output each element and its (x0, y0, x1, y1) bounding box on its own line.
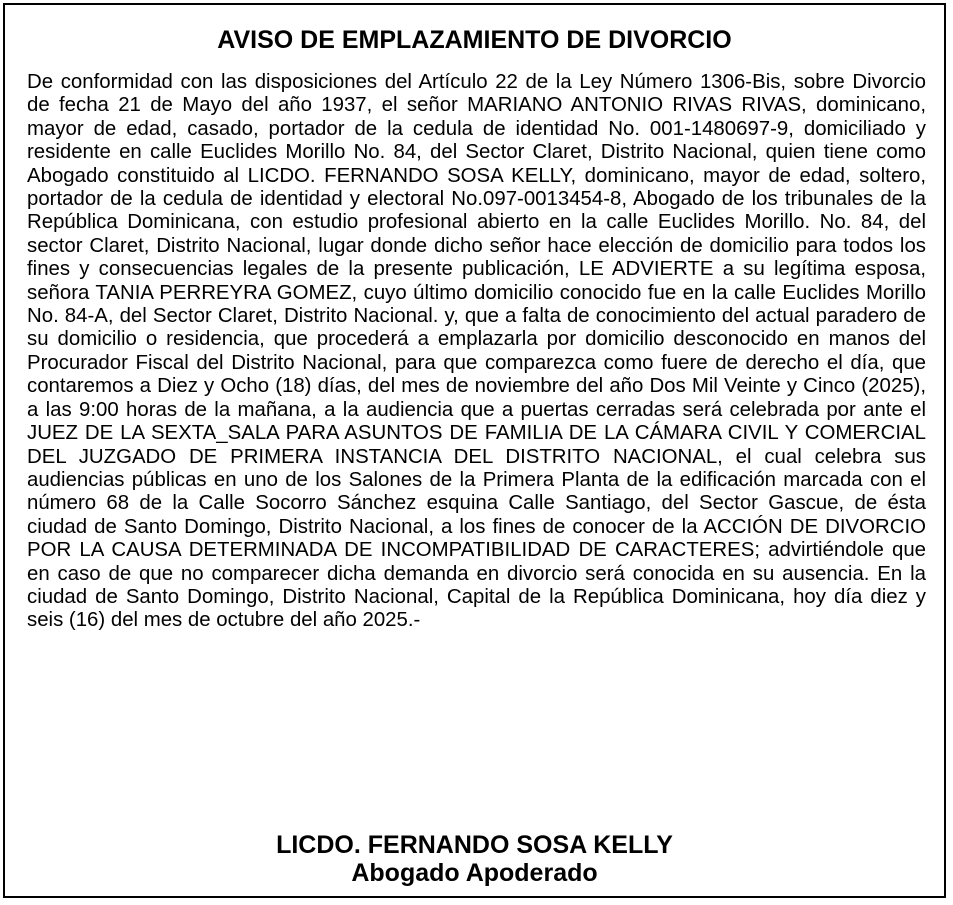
signature-role: Abogado Apoderado (351, 859, 598, 887)
legal-notice (3, 3, 946, 898)
notice-body: De conformidad con las disposiciones del Artículo 22 de la Ley Número 1306-Bis, sobre Divorcio de fecha 21 de Mayo del año 1937, el señor MARIANO ANTONIO RIVAS RIVAS, dominicano, mayor de edad, casado, portador de la cedula de identidad No. 001-1480697-9, domiciliado y residente en calle Euclides Morillo No. 84, del Sector Claret, Distrito Nacional, quien tiene como Abogado constituido al LICDO. FERNANDO SOSA KELLY, dominicano, mayor de edad, soltero, portador de la cedula de identidad y electoral No.097-0013454-8, Abogado de los tribunales de la República Dominicana, con estudio profesional abierto en la calle Euclides Morillo. No. 84, del sector Claret, Distrito Nacional, lugar donde dicho señor hace elección de domicilio para todos los fines y consecuencias legales de la presente publicación, LE ADVIERTE a su legítima esposa, señora TANIA PERREYRA GOMEZ, cuyo último domicilio conocido fue en la calle Euclides Morillo No. 84-A, del Sector Claret, Distrito Nacional. y, que a falta de conocimiento del actual paradero de su domicilio o residencia, que procederá a emplazarla por domicilio desconocido en manos del Procurador Fiscal del Distrito Nacional, para que comparezca como fuere de derecho el día, que contaremos a Diez y Ocho (18) días, del mes de noviembre del año Dos Mil Veinte y Cinco (2025), a las 9:00 horas de la mañana, a la audiencia que a puertas cerradas será celebrada por ante el JUEZ DE LA SEXTA_SALA PARA ASUNTOS DE FAMILIA DE LA CÁMARA CIVIL Y COMERCIAL DEL JUZGADO DE PRIMERA INSTANCIA DEL DISTRITO NACIONAL, el cual celebra sus audiencias públicas en uno de los Salones de la Primera Planta de la edificación marcada con el número 68 de la Calle Socorro Sánchez esquina Calle Santiago, del Sector Gascue, de ésta ciudad de Santo Domingo, Distrito Nacional, a los fines de conocer de la ACCIÓN DE DIVORCIO POR LA CAUSA DETERMINADA DE INCOMPATIBILIDAD DE CARACTERES; advirtiéndole que en caso de que no comparecer dicha demanda en divorcio será conocida en su ausencia. En la ciudad de Santo Domingo, Distrito Nacional, Capital de la República Dominicana, hoy día diez y seis (16) del mes de octubre del año 2025.- (27, 71, 926, 632)
signature-name: LICDO. FERNANDO SOSA KELLY (276, 831, 673, 859)
notice-title: AVISO DE EMPLAZAMIENTO DE DIVORCIO (217, 26, 732, 54)
signature-block (5, 831, 944, 887)
